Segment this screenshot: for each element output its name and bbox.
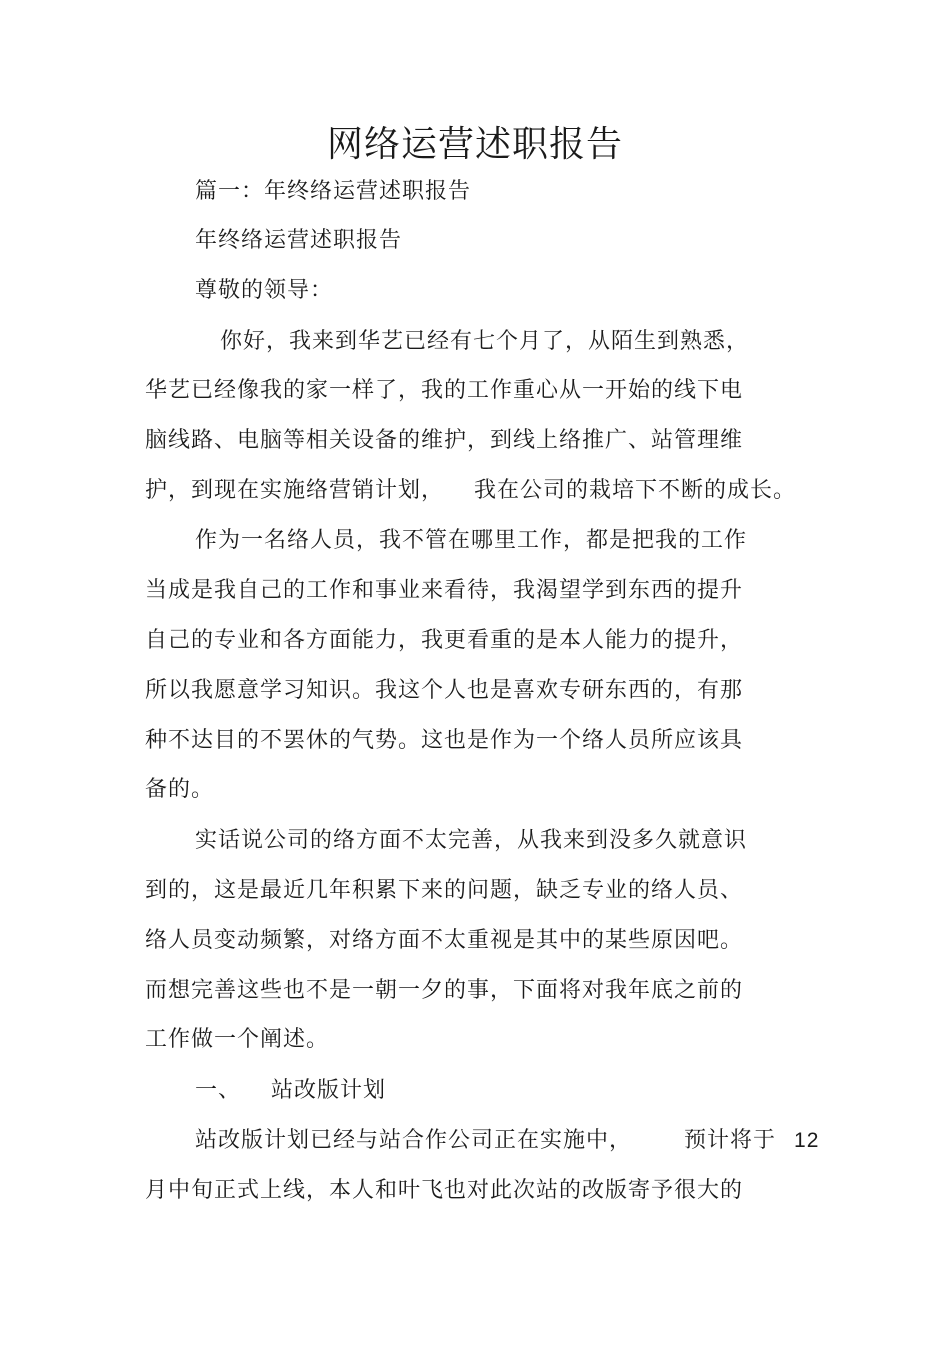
report-subtitle: 年终络运营述职报告 xyxy=(195,228,403,253)
paragraph-line: 当成是我自己的工作和事业来看待，我渴望学到东西的提升 xyxy=(145,578,744,603)
paragraph-line xyxy=(145,476,796,506)
document-title: 网络运营述职报告 xyxy=(326,124,623,165)
paragraph-line: 而想完善这些也不是一朝一夕的事，下面将对我年底之前的 xyxy=(145,978,744,1003)
paragraph-line: 到的，这是最近几年积累下来的问题，缺乏专业的络人员、 xyxy=(145,878,744,903)
month-number: 12 xyxy=(794,1129,820,1152)
paragraph-line: 所以我愿意学习知识。我这个人也是喜欢专研东西的，有那 xyxy=(145,678,744,703)
paragraph-line: 华艺已经像我的家一样了，我的工作重心从一开始的线下电 xyxy=(145,378,744,403)
paragraph-line: 自己的专业和各方面能力，我更看重的是本人能力的提升， xyxy=(145,628,744,653)
paragraph-line: 种不达目的不罢休的气势。这也是作为一个络人员所应该具 xyxy=(145,728,744,753)
paragraph-line: 备的。 xyxy=(145,777,215,802)
paragraph-line: 作为一名络人员，我不管在哪里工作，都是把我的工作 xyxy=(195,528,748,553)
paragraph-segment: 站改版计划已经与站合作公司正在实施中， xyxy=(195,1128,633,1153)
paragraph-line: 脑线路、电脑等相关设备的维护，到线上络推广、站管理维 xyxy=(145,428,744,453)
paragraph-line: 络人员变动频繁，对络方面不太重视是其中的某些原因吧。 xyxy=(145,928,744,953)
heading-text: 站改版计划 xyxy=(271,1078,387,1103)
paragraph-segment: 护，到现在实施络营销计划， xyxy=(145,478,445,503)
salutation: 尊敬的领导： xyxy=(195,278,334,303)
section-heading: 篇一：年终络运营述职报告 xyxy=(195,179,472,204)
paragraph-line: 工作做一个阐述。 xyxy=(145,1027,330,1052)
numbered-heading xyxy=(195,1076,386,1106)
heading-number: 一、 xyxy=(195,1078,242,1103)
paragraph-line: 你好，我来到华艺已经有七个月了，从陌生到熟悉， xyxy=(220,329,750,354)
paragraph-line xyxy=(195,1126,819,1156)
paragraph-segment: 我在公司的栽培下不断的成长。 xyxy=(474,478,797,503)
paragraph-line: 实话说公司的络方面不太完善，从我来到没多久就意识 xyxy=(195,828,748,853)
paragraph-segment: 预计将于 xyxy=(684,1128,777,1153)
paragraph-line: 月中旬正式上线，本人和叶飞也对此次站的改版寄予很大的 xyxy=(145,1178,744,1203)
